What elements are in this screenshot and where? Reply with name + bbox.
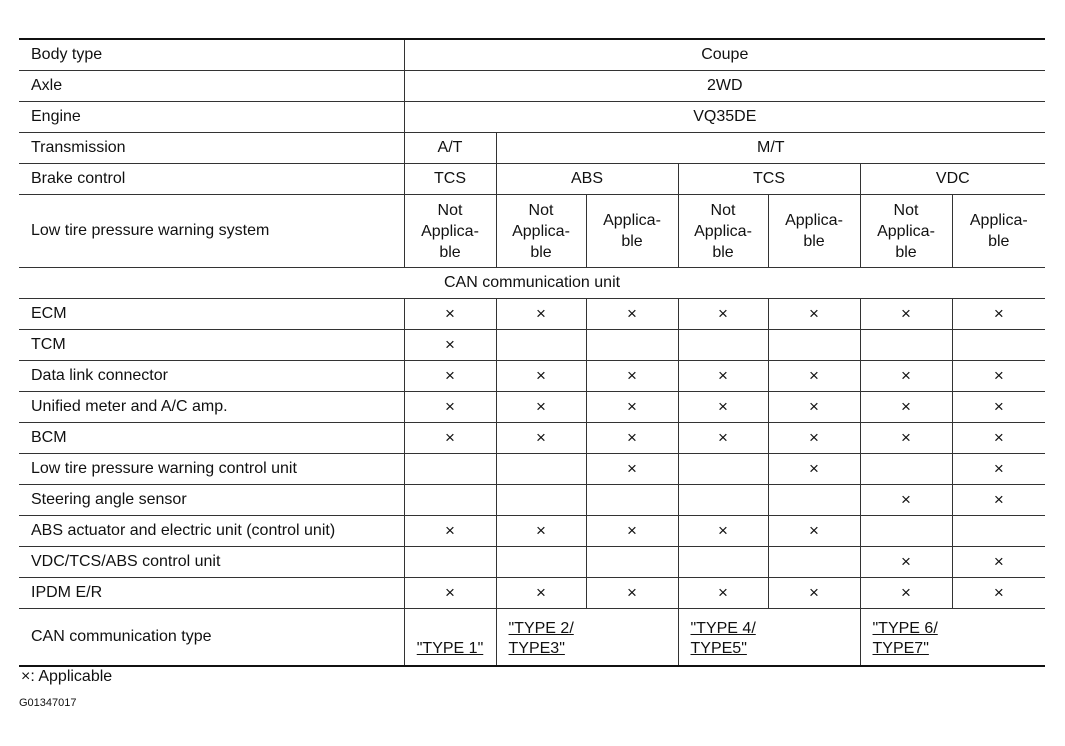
tire-col-7-text: Applica- ble (969, 212, 1028, 250)
applicable-cell (678, 454, 768, 485)
applicable-mark: × (993, 458, 1004, 478)
applicable-mark: × (718, 396, 728, 416)
applicable-cell (496, 454, 586, 485)
type-2-3-link (496, 609, 678, 667)
applicable-cell (860, 299, 952, 330)
applicable-mark: × (993, 489, 1004, 509)
unit-label: IPDM E/R (19, 578, 404, 609)
applicable-mark: × (536, 582, 546, 602)
applicable-mark: × (445, 365, 455, 385)
applicable-mark: × (901, 427, 911, 447)
value-body-type: Coupe (404, 39, 1045, 71)
value-mt: M/T (496, 133, 1045, 164)
applicable-cell (586, 578, 678, 609)
applicable-cell (586, 454, 678, 485)
applicable-mark: × (901, 551, 911, 571)
applicable-cell (860, 392, 952, 423)
applicable-cell (586, 330, 678, 361)
row-body-type (19, 39, 1045, 71)
applicable-cell (952, 392, 1045, 423)
applicable-mark: × (627, 458, 637, 478)
applicable-cell (404, 578, 496, 609)
applicable-cell (768, 485, 860, 516)
table-row (19, 454, 1045, 485)
value-engine: VQ35DE (404, 102, 1045, 133)
applicable-cell (678, 330, 768, 361)
applicable-cell (768, 299, 860, 330)
row-engine (19, 102, 1045, 133)
applicable-cell (678, 547, 768, 578)
applicable-cell (768, 516, 860, 547)
tire-col-6 (860, 195, 952, 268)
value-tcs-at: TCS (404, 164, 496, 195)
label-can-type (19, 609, 404, 667)
applicable-cell (860, 547, 952, 578)
applicable-cell (586, 299, 678, 330)
row-can-type (19, 609, 1045, 667)
applicable-cell (404, 454, 496, 485)
applicable-mark: × (809, 427, 819, 447)
applicable-mark: × (901, 365, 911, 385)
applicable-cell (678, 392, 768, 423)
row-tire-pressure (19, 195, 1045, 268)
applicable-mark: × (445, 520, 455, 540)
table-row (19, 578, 1045, 609)
applicable-cell (404, 299, 496, 330)
applicable-mark: × (901, 489, 911, 509)
tire-col-2-text: Not Applica- ble (512, 201, 570, 261)
unit-label: ECM (19, 299, 404, 330)
tire-col-4-text: Not Applica- ble (694, 201, 752, 261)
applicable-mark: × (901, 396, 911, 416)
type-1-link-text[interactable]: "TYPE 1" (416, 640, 484, 657)
applicable-cell (496, 330, 586, 361)
figure-code: G01347017 (19, 697, 77, 709)
applicable-cell (768, 330, 860, 361)
section-header: CAN communication unit (19, 268, 1045, 299)
applicable-cell (404, 361, 496, 392)
table-row (19, 516, 1045, 547)
applicable-mark: × (809, 396, 819, 416)
value-at: A/T (404, 133, 496, 164)
row-transmission (19, 133, 1045, 164)
applicable-cell (404, 392, 496, 423)
applicable-cell (404, 423, 496, 454)
applicable-cell (860, 454, 952, 485)
unit-label: Low tire pressure warning control unit (19, 454, 404, 485)
applicable-mark: × (809, 303, 819, 323)
applicable-cell (586, 423, 678, 454)
applicable-cell (678, 485, 768, 516)
type-6-7-link-text[interactable]: TYPE7" (872, 640, 929, 657)
applicable-cell (586, 392, 678, 423)
type-4-5-link-text[interactable]: TYPE5" (690, 640, 747, 657)
unit-label: BCM (19, 423, 404, 454)
value-vdc: VDC (860, 164, 1045, 195)
applicable-cell (952, 485, 1045, 516)
applicable-cell (678, 423, 768, 454)
applicable-mark: × (627, 365, 637, 385)
applicable-cell (768, 454, 860, 485)
applicable-cell (860, 578, 952, 609)
table-row (19, 361, 1045, 392)
applicable-cell (404, 516, 496, 547)
label-brake-control: Brake control (19, 164, 404, 195)
type-6-7-link (860, 609, 1045, 667)
type-1-link (404, 609, 496, 667)
unit-label: VDC/TCS/ABS control unit (19, 547, 404, 578)
applicable-mark: × (445, 303, 455, 323)
tire-col-1 (404, 195, 496, 268)
tire-col-1-text: Not Applica- ble (421, 201, 479, 261)
applicable-mark: × (718, 582, 728, 602)
applicable-cell (768, 392, 860, 423)
table-row (19, 485, 1045, 516)
table-row (19, 547, 1045, 578)
applicable-cell (496, 516, 586, 547)
applicable-cell (952, 578, 1045, 609)
applicable-mark: × (627, 303, 637, 323)
applicable-mark: × (536, 520, 546, 540)
type-6-7-link-text[interactable]: "TYPE 6/ (872, 620, 938, 637)
applicable-cell (404, 330, 496, 361)
legend: ×: Applicable (21, 668, 113, 685)
tire-col-2 (496, 195, 586, 268)
applicable-cell (678, 578, 768, 609)
table-row (19, 423, 1045, 454)
tire-col-3-text: Applica- ble (603, 212, 661, 250)
applicable-cell (586, 361, 678, 392)
value-abs: ABS (496, 164, 678, 195)
applicable-cell (496, 392, 586, 423)
applicable-cell (496, 578, 586, 609)
applicable-mark: × (809, 365, 819, 385)
applicable-mark: × (536, 365, 546, 385)
applicable-mark: × (901, 582, 911, 602)
type-2-3-link-text[interactable]: "TYPE 2/ (508, 620, 574, 637)
applicable-cell (496, 547, 586, 578)
applicable-mark: × (627, 582, 637, 602)
label-tire-pressure: Low tire pressure warning system (19, 195, 404, 268)
applicable-mark: × (445, 396, 455, 416)
unit-label: TCM (19, 330, 404, 361)
applicable-cell (768, 423, 860, 454)
applicable-mark: × (627, 520, 637, 540)
applicable-mark: × (901, 303, 911, 323)
row-brake-control (19, 164, 1045, 195)
unit-label: Unified meter and A/C amp. (19, 392, 404, 423)
row-axle (19, 71, 1045, 102)
applicable-cell (404, 485, 496, 516)
row-section-header (19, 268, 1045, 299)
applicable-mark: × (445, 427, 455, 447)
applicable-cell (952, 547, 1045, 578)
applicable-mark: × (993, 365, 1004, 385)
applicable-mark: × (993, 427, 1004, 447)
table-row (19, 330, 1045, 361)
label-engine: Engine (19, 102, 404, 133)
label-body-type: Body type (19, 39, 404, 71)
applicable-mark: × (445, 334, 455, 354)
applicable-cell (952, 330, 1045, 361)
applicable-cell (768, 547, 860, 578)
applicable-mark: × (718, 520, 728, 540)
applicable-mark: × (627, 396, 637, 416)
applicable-mark: × (993, 303, 1004, 323)
applicable-cell (586, 547, 678, 578)
applicable-mark: × (627, 427, 637, 447)
applicable-cell (860, 485, 952, 516)
tire-col-6-text: Not Applica- ble (877, 201, 935, 261)
applicable-cell (952, 454, 1045, 485)
applicable-cell (678, 361, 768, 392)
unit-label: Data link connector (19, 361, 404, 392)
tire-col-7 (952, 195, 1045, 268)
applicable-mark: × (993, 582, 1004, 602)
applicable-mark: × (993, 396, 1004, 416)
type-4-5-link (678, 609, 860, 667)
applicable-mark: × (718, 365, 728, 385)
applicable-mark: × (993, 551, 1004, 571)
applicable-mark: × (809, 520, 819, 540)
applicable-cell (768, 578, 860, 609)
applicable-cell (860, 330, 952, 361)
applicable-cell (678, 299, 768, 330)
applicable-mark: × (536, 427, 546, 447)
tire-col-5-text: Applica- ble (785, 212, 843, 250)
applicable-cell (678, 516, 768, 547)
applicable-cell (952, 361, 1045, 392)
applicable-cell (586, 516, 678, 547)
applicable-mark: × (809, 458, 819, 478)
value-tcs-mt: TCS (678, 164, 860, 195)
label-transmission: Transmission (19, 133, 404, 164)
applicable-mark: × (718, 303, 728, 323)
can-system-table (19, 38, 1045, 667)
table-row (19, 392, 1045, 423)
applicable-cell (860, 361, 952, 392)
type-2-3-link-text[interactable]: TYPE3" (508, 640, 565, 657)
applicable-cell (496, 485, 586, 516)
applicable-mark: × (809, 582, 819, 602)
tire-col-3 (586, 195, 678, 268)
table-row (19, 299, 1045, 330)
type-4-5-link-text[interactable]: "TYPE 4/ (690, 620, 756, 637)
applicable-cell (404, 547, 496, 578)
applicable-mark: × (536, 396, 546, 416)
label-can-type-text: CAN communication type (31, 628, 212, 645)
unit-label: ABS actuator and electric unit (control unit) (19, 516, 404, 547)
applicable-cell (496, 299, 586, 330)
tire-col-4 (678, 195, 768, 268)
value-axle: 2WD (404, 71, 1045, 102)
applicable-cell (496, 423, 586, 454)
applicable-cell (952, 516, 1045, 547)
applicable-cell (860, 516, 952, 547)
applicable-cell (496, 361, 586, 392)
applicable-mark: × (445, 582, 455, 602)
applicable-cell (586, 485, 678, 516)
applicable-cell (952, 423, 1045, 454)
label-axle: Axle (19, 71, 404, 102)
applicable-mark: × (718, 427, 728, 447)
applicable-cell (768, 361, 860, 392)
applicable-cell (860, 423, 952, 454)
unit-label: Steering angle sensor (19, 485, 404, 516)
tire-col-5 (768, 195, 860, 268)
applicable-mark: × (536, 303, 546, 323)
applicable-cell (952, 299, 1045, 330)
